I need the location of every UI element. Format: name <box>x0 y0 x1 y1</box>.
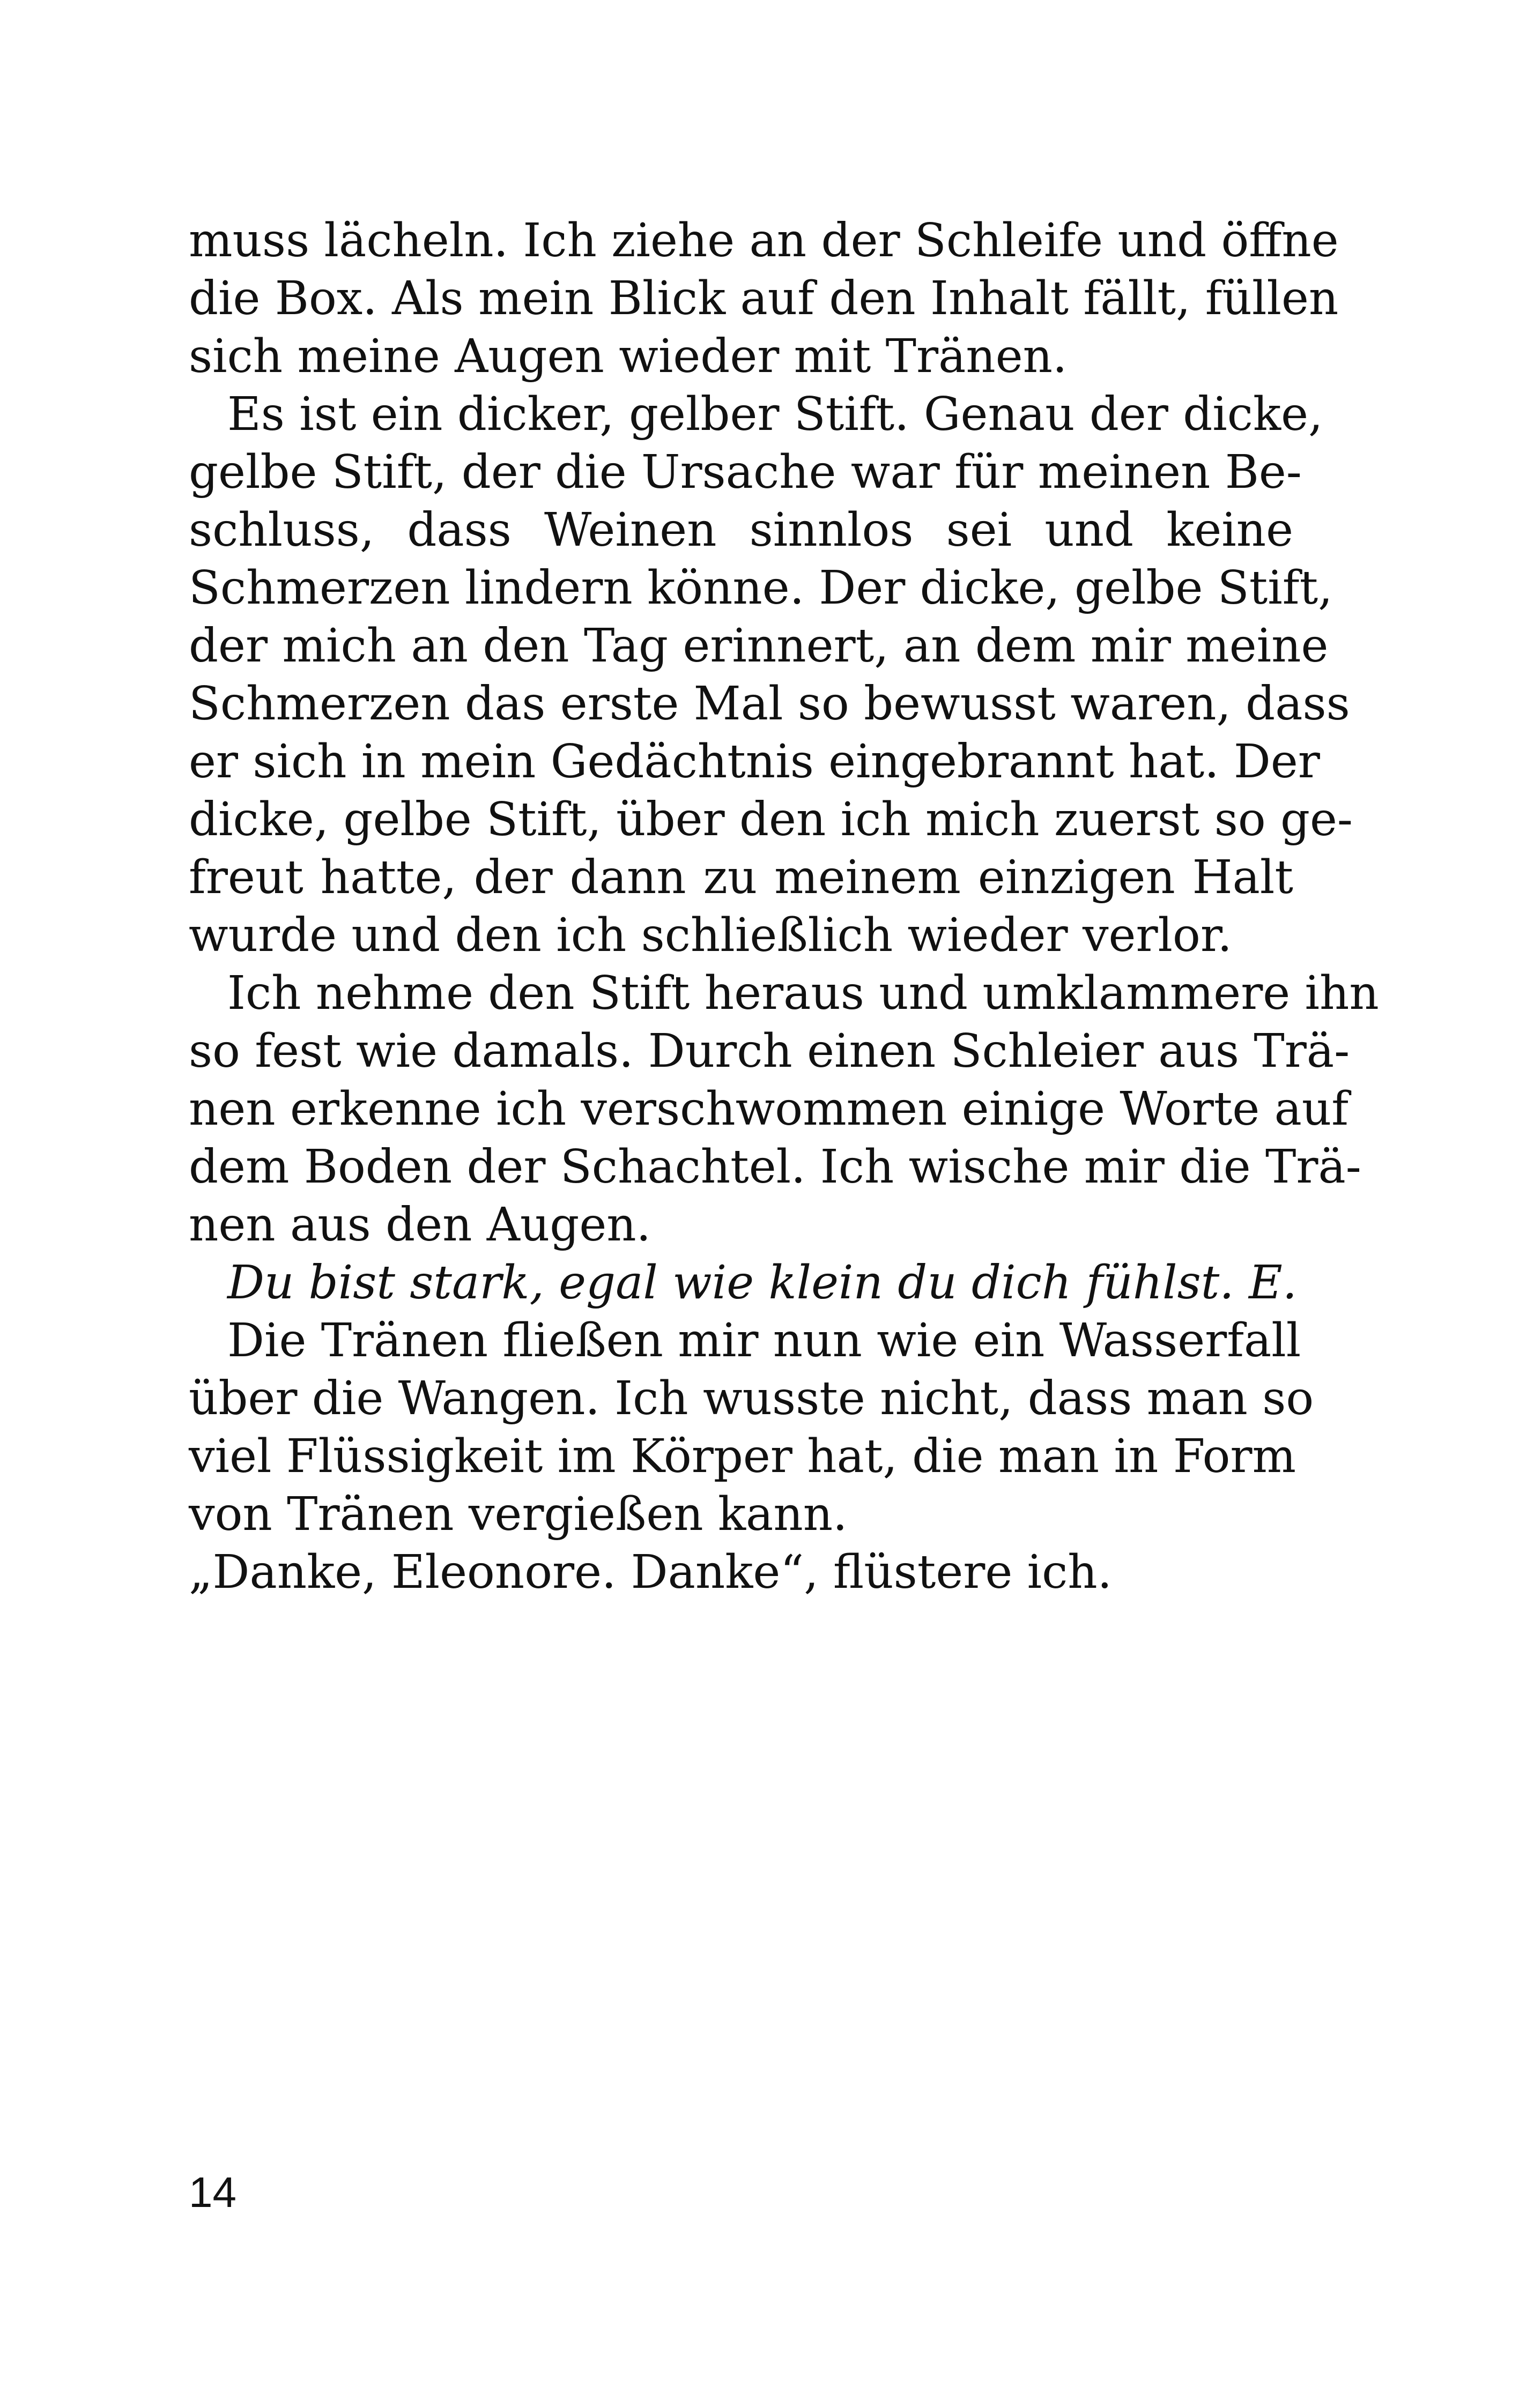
text-line: dem Boden der Schachtel. Ich wische mir die Trä- <box>189 1140 1361 1194</box>
text-line: der mich an den Tag erinnert, an dem mir meine <box>189 619 1329 673</box>
text-line: gelbe Stift, der die Ursache war für meinen Be- <box>189 445 1302 499</box>
text-line: „Danke, Eleonore. Danke“, flüstere ich. <box>189 1545 1112 1599</box>
text-line: er sich in mein Gedächtnis eingebrannt hat. Der <box>189 735 1320 789</box>
text-line: Die Tränen fließen mir nun wie ein Wasserfall <box>227 1314 1301 1367</box>
text-line: freut hatte, der dann zu meinem einzigen Halt <box>189 851 1293 904</box>
text-line: Du bist stark, egal wie klein du dich fühlst. E. <box>227 1256 1298 1310</box>
text-line: Es ist ein dicker, gelber Stift. Genau der dicke, <box>227 388 1323 441</box>
page-number: 14 <box>189 2168 236 2216</box>
paragraph <box>189 1543 1293 1601</box>
text-line: sich meine Augen wieder mit Tränen. <box>189 330 1068 383</box>
text-line: nen erkenne ich verschwommen einige Worte auf <box>189 1082 1349 1136</box>
paragraph <box>189 212 1339 385</box>
text-line: von Tränen vergießen kann. <box>189 1488 848 1541</box>
text-line: schluss, dass Weinen sinnlos sei und keine <box>189 503 1293 557</box>
text-line: dicke, gelbe Stift, über den ich mich zuerst so ge- <box>189 793 1353 846</box>
text-line: nen aus den Augen. <box>189 1198 651 1252</box>
text-line: wurde und den ich schließlich wieder verlor. <box>189 909 1232 962</box>
paragraph <box>189 964 1379 1254</box>
text-line: muss lächeln. Ich ziehe an der Schleife und öffne <box>189 214 1339 267</box>
text-line: Schmerzen das erste Mal so bewusst waren, dass <box>189 677 1350 731</box>
paragraph <box>189 1312 1314 1543</box>
text-line: die Box. Als mein Blick auf den Inhalt fällt, füllen <box>189 272 1339 325</box>
text-line: so fest wie damals. Durch einen Schleier aus Trä- <box>189 1024 1350 1078</box>
body-text <box>189 212 1379 1601</box>
paragraph <box>189 385 1353 964</box>
text-line: über die Wangen. Ich wusste nicht, dass man so <box>189 1372 1314 1425</box>
text-line: viel Flüssigkeit im Körper hat, die man in Form <box>189 1430 1296 1483</box>
text-line: Schmerzen lindern könne. Der dicke, gelbe Stift, <box>189 561 1333 615</box>
paragraph-italic <box>189 1254 1298 1312</box>
text-line: Ich nehme den Stift heraus und umklammere ihn <box>227 967 1379 1020</box>
